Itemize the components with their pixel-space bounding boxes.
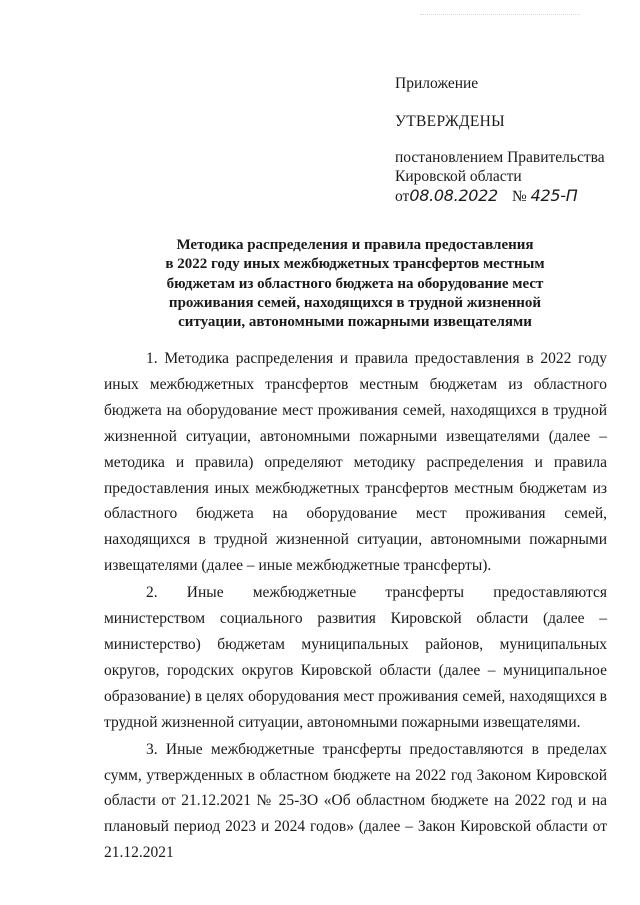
approval-header bbox=[395, 74, 625, 206]
paragraph-1: 1. Методика распределения и правила предоставления в 2022 году иных межбюджетных трансфертов местным бюджетам из областного бюджета на оборудование мест проживания семей, находящихся в трудной жизненной ситуации, автономными пожарными извещателями (далее – методика и правила) определяют методику распределения и правила предоставления иных межбюджетных трансфертов местным бюджетам из областного бюджета на оборудование мест проживания семей, находящихся в трудной жизненной ситуации, автономными пожарными извещателями (далее – иные межбюджетные трансферты). bbox=[104, 350, 607, 575]
title-line: ситуации, автономными пожарными извещателями bbox=[178, 314, 532, 331]
date-number-line bbox=[395, 186, 625, 206]
handwritten-date: 08.08.2022 bbox=[409, 186, 498, 205]
resolution-line: постановлением Правительства bbox=[395, 149, 605, 166]
title-line: бюджетам из областного бюджета на оборудование мест bbox=[166, 275, 544, 292]
date-prefix: от bbox=[395, 188, 410, 205]
title-line: в 2022 году иных межбюджетных трансфертов местным bbox=[165, 256, 545, 273]
title-line: проживания семей, находящихся в трудной жизненной bbox=[168, 294, 542, 311]
approved-label: УТВЕРЖДЕНЫ bbox=[395, 113, 505, 130]
appendix-label: Приложение bbox=[395, 75, 479, 92]
document-body bbox=[104, 346, 607, 866]
scan-artifact bbox=[420, 14, 580, 19]
number-prefix: № bbox=[511, 188, 527, 205]
handwritten-number: 425-П bbox=[530, 186, 578, 205]
title-line: Методика распределения и правила предоставления bbox=[176, 237, 534, 253]
region-line: Кировской области bbox=[395, 168, 522, 185]
paragraph-3: 3. Иные межбюджетные трансферты предоставляются в пределах сумм, утвержденных в областном бюджете на 2022 год Законом Кировской области от 21.12.2021 № 25-ЗО «Об областном бюджете на 2022 год и на плановый период 2023 и 2024 годов» (далее – Закон Кировской области от 21.12.2021 bbox=[104, 740, 607, 862]
paragraph-2: 2. Иные межбюджетные трансферты предоставляются министерством социального развития Кировской области (далее – министерство) бюджетам муниципальных районов, муниципальных округов, городских округов Кировской области (далее – муниципальное образование) в целях оборудования мест проживания семей, находящихся в трудной жизненной ситуации, автономными пожарными извещателями. bbox=[104, 584, 607, 731]
document-title bbox=[140, 236, 570, 332]
